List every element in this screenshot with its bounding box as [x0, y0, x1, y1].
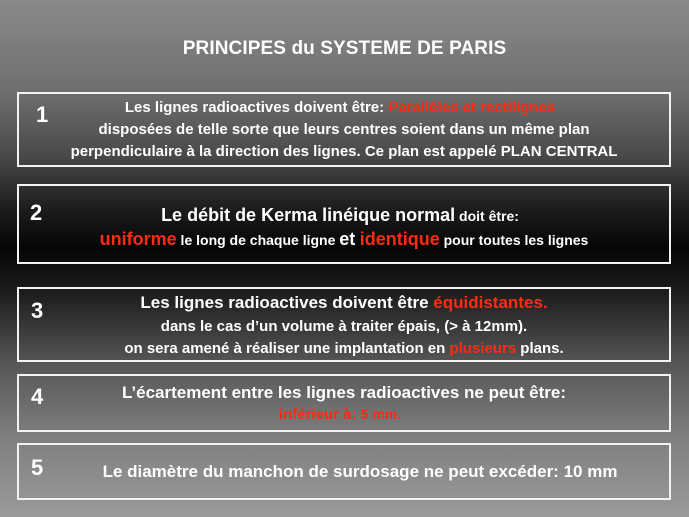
principle-text: le long de chaque ligne	[176, 232, 340, 248]
principle-text: doit être:	[455, 208, 519, 224]
principle-line	[15, 205, 665, 226]
principle-line: perpendiculaire à la direction des lignes. Ce plan est appelé PLAN CENTRAL	[70, 143, 618, 160]
principle-line: dans le cas d’un volume à traiter épais, (> à 12mm).	[160, 318, 528, 335]
principle-highlight: identique	[359, 229, 440, 249]
principle-line: L’écartement entre les lignes radioactives ne peut être:	[121, 383, 567, 402]
principle-box-4	[17, 374, 671, 432]
principle-box-2	[17, 184, 671, 264]
principle-number: 3	[31, 298, 44, 323]
principle-box-5	[17, 443, 671, 500]
principle-highlight: équidistantes.	[433, 293, 548, 312]
principle-highlight: .	[397, 406, 402, 422]
principle-text: Les lignes radioactives doivent être:	[124, 99, 389, 116]
principle-number: 5	[31, 455, 44, 480]
principle-number: 2	[30, 200, 43, 225]
principle-highlight: uniforme	[99, 229, 177, 249]
principle-line	[19, 293, 669, 313]
principle-box-3	[17, 287, 671, 362]
principle-text: et	[339, 229, 356, 249]
principle-line	[15, 99, 665, 116]
principle-line: disposées de telle sorte que leurs centres soient dans un même plan	[98, 121, 590, 138]
principle-highlight: 5 mm	[360, 406, 398, 422]
principle-line	[19, 340, 669, 357]
principle-highlight: plusieurs	[449, 340, 517, 357]
principle-text: Le débit de Kerma linéique normal	[161, 205, 456, 225]
principle-text: pour toutes les lignes	[439, 232, 589, 248]
principle-text: on sera amené à réaliser une implantation en	[124, 340, 450, 357]
principle-line	[19, 229, 669, 250]
principle-number: 4	[31, 384, 44, 409]
principle-line: Le diamètre du manchon de surdosage ne peut excéder: 10 mm	[102, 462, 618, 481]
principle-number: 1	[36, 102, 49, 127]
page-title: PRINCIPES du SYSTEME DE PARIS	[182, 38, 507, 59]
principle-highlight: Parallèles et rectilignes	[388, 99, 556, 116]
principle-text: Les lignes radioactives doivent être	[140, 293, 434, 312]
principle-text: plans.	[516, 340, 564, 357]
principle-box-1	[17, 92, 671, 167]
principle-highlight: inférieur à:	[278, 406, 361, 423]
principle-line	[15, 406, 665, 424]
